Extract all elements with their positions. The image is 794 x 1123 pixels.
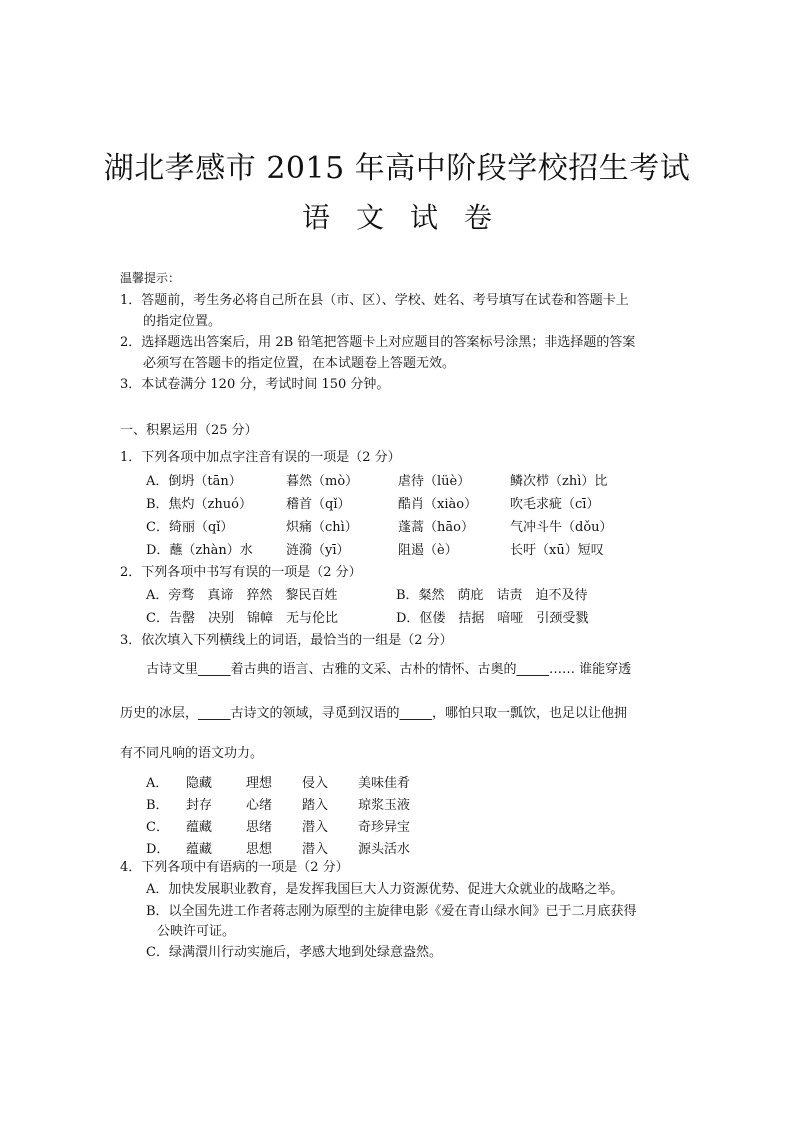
passage-line: 历史的冰层，_____古诗文的领域，寻觅到汉语的_____，哪怕只取一瓢饮，也足以让他拥: [120, 706, 628, 721]
notice-item-number: 1．: [120, 293, 142, 308]
option-word: 源头活水: [358, 842, 411, 857]
option-word: 潜入: [302, 820, 329, 835]
option-cell: 气冲斗牛（dǒu）: [510, 520, 613, 535]
option-word: 潜入: [302, 842, 329, 857]
option-cell: C．告罄 决别 锦幛 无与伦比: [146, 611, 338, 626]
option-word: 美味佳肴: [358, 776, 411, 791]
option-word: 思绪: [246, 820, 273, 835]
option-cell: 蓬蒿（hāo）: [398, 520, 474, 535]
section-heading: 一、积累运用（25 分）: [120, 423, 258, 438]
option-cell: B．粲然 荫庇 诘责 迫不及待: [396, 588, 588, 603]
option-word: 踏入: [302, 798, 329, 813]
option-cell: 吹毛求疵（cī）: [510, 497, 600, 512]
option-word: 理想: [246, 776, 273, 791]
option-letter: A．: [146, 776, 169, 791]
notice-item-number: 3．: [120, 377, 142, 392]
option-row: [146, 773, 478, 795]
notice-item: [120, 290, 629, 311]
option-cell: 阻遏（è）: [398, 543, 458, 558]
option-cell: 暮然（mò）: [286, 474, 359, 489]
option-cell: B．焦灼（zhuó）: [146, 497, 252, 512]
option-cell: 炽痛（chì）: [286, 520, 358, 535]
option-letter: D．: [146, 842, 170, 857]
option-cell: 长吁（xū）短叹: [510, 543, 604, 558]
notice-item-text: 本试卷满分 120 分，考试时间 150 分钟。: [141, 377, 390, 392]
notice-item-number: 2．: [120, 335, 142, 350]
option-line: A．加快发展职业教育，是发挥我国巨大人力资源优势、促进大众就业的战略之举。: [146, 882, 624, 897]
option-line-continuation: 公映许可证。: [157, 924, 236, 939]
exam-subtitle: 语文试卷: [301, 201, 518, 234]
option-letter: C．: [146, 820, 169, 835]
notice-item-text: 选择题选出答案后，用 2B 铅笔把答题卡上对应题目的答案标号涂黑；非选择题的答案: [141, 335, 636, 350]
q3-options: [146, 773, 478, 861]
option-cell: C．绮丽（qǐ）: [146, 520, 234, 535]
option-word: 封存: [186, 798, 213, 813]
option-word: 隐藏: [186, 776, 213, 791]
question-stem: 1．下列各项中加点字注音有误的一项是（2 分）: [120, 450, 401, 465]
notice-item-text: 答题前，考生务必将自己所在县（市、区）、学校、姓名、考号填写在试卷和答题卡上: [141, 293, 629, 308]
option-letter: B．: [146, 798, 169, 813]
option-row: [146, 817, 478, 839]
notice-item: [120, 332, 635, 353]
option-cell: A．倒坍（tān）: [146, 474, 242, 489]
notice-item-continuation: 必须写在答题卡的指定位置，在本试题卷上答题无效。: [143, 356, 456, 371]
q1-options: [146, 470, 640, 562]
question-stem: 4．下列各项中有语病的一项是（2 分）: [120, 860, 349, 875]
option-word: 思想: [246, 842, 273, 857]
option-word: 侵入: [302, 776, 329, 791]
option-row: [146, 607, 636, 630]
q2-options: [146, 584, 636, 630]
option-cell: 鳞次栉（zhì）比: [510, 474, 608, 489]
option-row: [146, 795, 478, 817]
question-stem: 3．依次填入下列横线上的词语，最恰当的一组是（2 分）: [120, 633, 453, 648]
notice-item: [120, 374, 389, 395]
option-word: 蕴藏: [186, 820, 213, 835]
option-row: [146, 516, 640, 539]
option-word: 琼浆玉液: [358, 798, 411, 813]
passage-line: 有不同凡响的语文功力。: [120, 746, 264, 761]
option-cell: A．旁骛 真谛 猝然 黎民百姓: [146, 588, 338, 603]
option-cell: 涟漪（yī）: [286, 543, 350, 558]
option-row: [146, 493, 640, 516]
option-row: [146, 470, 640, 493]
option-word: 蕴藏: [186, 842, 213, 857]
exam-title: 湖北孝感市 2015 年高中阶段学校招生考试: [103, 151, 691, 186]
notice-item-continuation: 的指定位置。: [143, 314, 222, 329]
option-cell: 虐待（lüè）: [398, 474, 471, 489]
option-word: 奇珍异宝: [358, 820, 411, 835]
question-stem: 2．下列各项中书写有误的一项是（2 分）: [120, 565, 362, 580]
passage-line: 古诗文里_____着古典的语言、古雅的文采、古朴的情怀、古奥的_____…… 谁能穿透: [146, 662, 632, 677]
option-cell: D．蘸（zhàn）水: [146, 543, 253, 558]
option-line: B．以全国先进工作者蒋志刚为原型的主旋律电影《爱在青山绿水间》已于二月底获得: [146, 904, 637, 919]
option-line: C．绿满澴川行动实施后，孝感大地到处绿意盎然。: [146, 945, 442, 960]
option-cell: 稽首（qǐ）: [286, 497, 351, 512]
option-row: [146, 584, 636, 607]
option-cell: 酷肖（xiào）: [398, 497, 478, 512]
notice-heading: 温馨提示：: [120, 271, 181, 285]
option-word: 心绪: [246, 798, 273, 813]
option-cell: D．伛偻 拮据 喑哑 引颈受戮: [396, 611, 589, 626]
option-row: [146, 539, 640, 562]
